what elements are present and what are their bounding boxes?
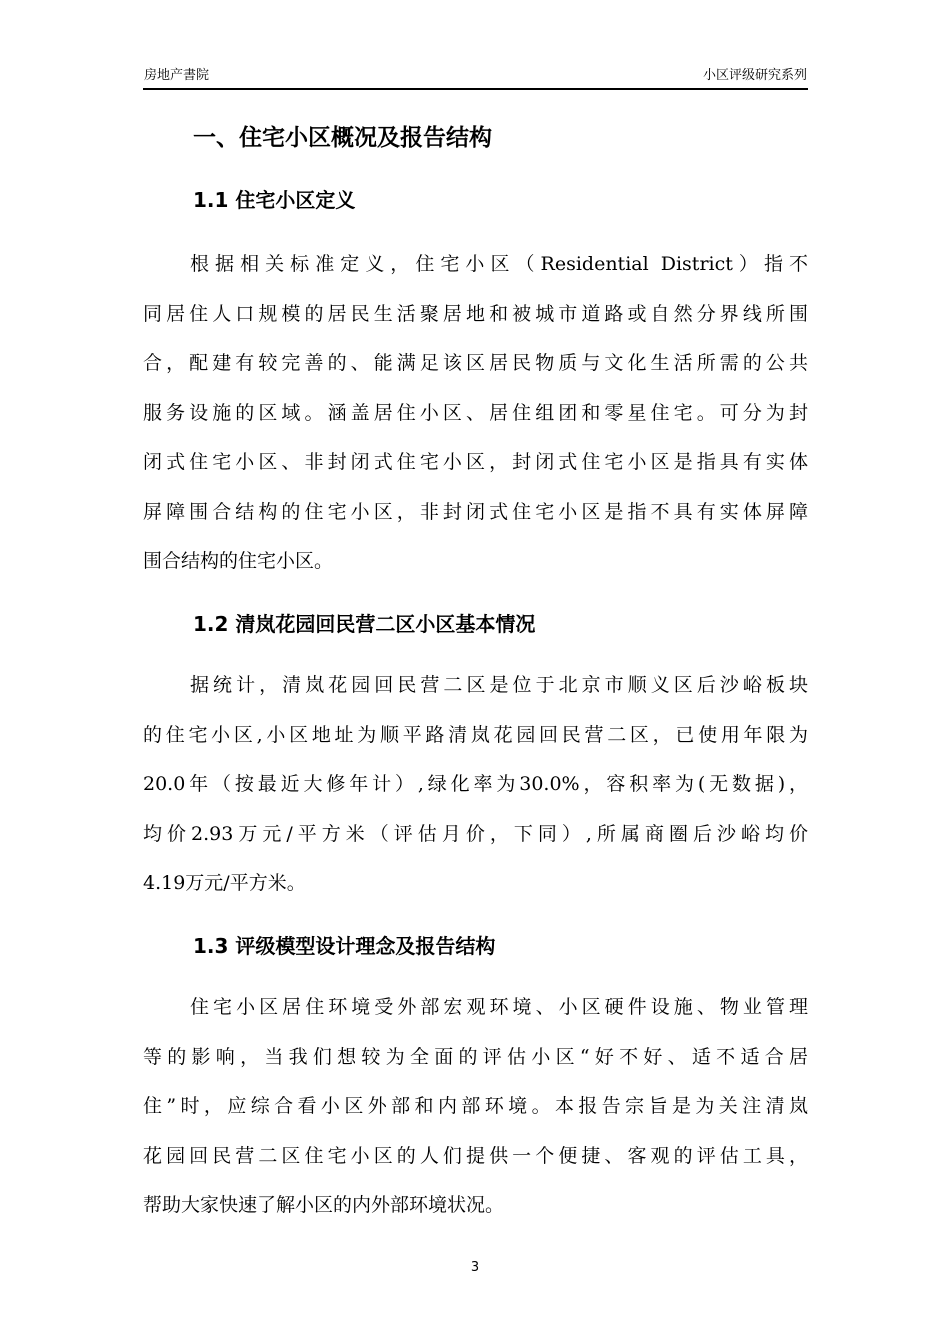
text-line: 同居住人口规模的居民生活聚居地和被城市道路或自然分界线所围 <box>143 302 808 325</box>
text-line: 住”时，应综合看小区外部和内部环境。本报告宗旨是为关注清岚 <box>143 1095 808 1117</box>
subsection-title-1-1: 1.1 住宅小区定义 <box>193 188 356 212</box>
paragraph-model-design <box>143 983 808 1231</box>
subsection-title-1-3: 1.3 评级模型设计理念及报告结构 <box>193 934 496 958</box>
section-title: 一、住宅小区概况及报告结构 <box>193 125 492 151</box>
page-number: 3 <box>470 1260 480 1275</box>
text-line: 围合结构的住宅小区。 <box>143 550 334 572</box>
text-line: 据统计，清岚花园回民营二区是位于北京市顺义区后沙峪板块 <box>190 674 808 696</box>
text-line: 的住宅小区,小区地址为顺平路清岚花园回民营二区，已使用年限为 <box>143 723 808 746</box>
text-line: 屏障围合结构的住宅小区，非封闭式住宅小区是指不具有实体屏障 <box>143 500 808 523</box>
paragraph-basic-info <box>143 661 808 909</box>
text-line: 根据相关标准定义，住宅小区（Residential District）指不 <box>190 253 808 275</box>
text-line: 住宅小区居住环境受外部宏观环境、小区硬件设施、物业管理 <box>190 996 808 1018</box>
subsection-title-1-2: 1.2 清岚花园回民营二区小区基本情况 <box>193 612 536 636</box>
header-series: 小区评级研究系列 <box>702 68 807 83</box>
text-line: 花园回民营二区住宅小区的人们提供一个便捷、客观的评估工具， <box>143 1144 808 1167</box>
text-line: 帮助大家快速了解小区的内外部环境状况。 <box>143 1194 505 1216</box>
text-line: 等的影响，当我们想较为全面的评估小区“好不好、适不适合居 <box>143 1045 808 1068</box>
text-line: 20.0年（按最近大修年计）,绿化率为30.0%，容积率为(无数据)， <box>143 773 808 795</box>
page-header <box>143 66 808 90</box>
text-line: 均价2.93万元/平方米（评估月价，下同）,所属商圈后沙峪均价 <box>143 822 808 845</box>
header-publisher: 房地产書院 <box>144 68 210 83</box>
text-line: 4.19万元/平方米。 <box>143 872 306 894</box>
text-line: 服务设施的区域。涵盖居住小区、居住组团和零星住宅。可分为封 <box>143 401 808 424</box>
text-line: 合，配建有较完善的、能满足该区居民物质与文化生活所需的公共 <box>143 352 808 374</box>
text-line: 闭式住宅小区、非封闭式住宅小区，封闭式住宅小区是指具有实体 <box>143 451 808 473</box>
paragraph-definition <box>143 240 808 587</box>
